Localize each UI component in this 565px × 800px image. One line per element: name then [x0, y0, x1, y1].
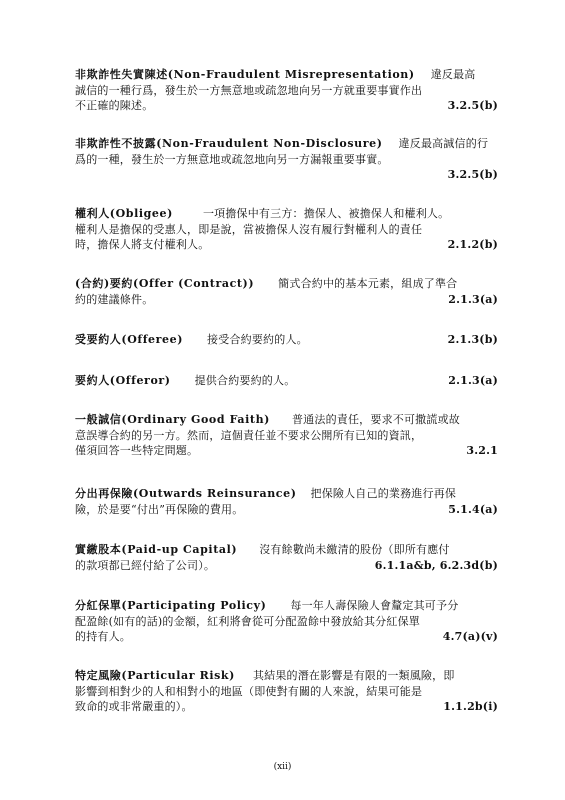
entry-reference: 6.1.1a&b, 6.2.3d(b): [374, 558, 498, 572]
entry-definition-line: 的持有人。: [75, 630, 131, 643]
glossary-entry-non-fraudulent-misrepresentation: [75, 67, 498, 114]
glossary-entry-non-fraudulent-non-disclosure: [75, 136, 498, 183]
entry-definition-line: 其結果的潛在影響是有限的一類風險，即: [252, 669, 455, 682]
entry-definition-line: 僅須回答一些特定問題。: [75, 444, 199, 457]
entry-definition-line: 時，擔保人將支付權利人。: [75, 238, 210, 251]
entry-definition-line: 險，於是要“付出”再保險的費用。: [75, 502, 244, 516]
entry-definition-line: 提供合約要約的人。: [194, 374, 296, 387]
entry-definition-line: 致命的或非常嚴重的）。: [75, 700, 193, 713]
entry-definition-line: 約的建議條件。: [75, 292, 154, 306]
glossary-entry-offeree: [75, 332, 498, 348]
entry-definition-line: 普通法的責任，要求不可撒謊或故: [291, 413, 460, 426]
entry-definition-line: 影響到相對少的人和相對小的地區（即使對有關的人來說，結果可能是: [75, 684, 423, 698]
entry-term: 非欺詐性不披露(Non-Fraudulent Non-Disclosure): [75, 137, 383, 150]
entry-term: 分出再保險(Outwards Reinsurance): [75, 487, 297, 500]
glossary-entry-particular-risk: [75, 668, 498, 715]
glossary-entry-outwards-reinsurance: [75, 486, 498, 517]
entry-term: 要約人(Offeror): [75, 374, 171, 387]
entry-definition-line: 每一年人壽保險人會釐定其可予分: [290, 599, 459, 612]
entry-reference: 5.1.4(a): [448, 502, 498, 516]
entry-definition-line: 違反最高: [430, 68, 476, 81]
glossary-entry-obligee: [75, 206, 498, 253]
entry-definition-line: 配盈餘(如有的話)的金額，紅利將會從可分配盈餘中發放給其分紅保單: [75, 614, 420, 628]
page-number: (xii): [273, 762, 292, 772]
entry-definition-line: 意誤導合約的另一方。然而，這個責任並不要求公開所有已知的資訊，: [75, 428, 423, 442]
entry-term: 分紅保單(Participating Policy): [75, 599, 267, 612]
entry-reference: 2.1.3(a): [448, 292, 498, 306]
glossary-entry-paid-up-capital: [75, 542, 498, 573]
entry-reference: 2.1.3(a): [448, 374, 498, 387]
entry-definition-line: 違反最高誠信的行: [398, 137, 489, 150]
entry-term: (合約)要約(Offer (Contract)): [75, 277, 255, 290]
entry-term: 特定風險(Particular Risk): [75, 669, 235, 682]
entry-reference: 3.2.5(b): [447, 168, 498, 181]
entry-definition-line: 沒有餘數尚未繳清的股份（即所有應付: [259, 543, 450, 556]
entry-reference: 4.7(a)(v): [442, 630, 498, 643]
entry-definition-line: 把保險人自己的業務進行再保: [310, 487, 457, 500]
entry-definition-line: 誠信的一種行爲，發生於一方無意地或疏忽地向另一方就重要事實作出: [75, 83, 423, 97]
entry-definition-line: 接受合約要約的人。: [207, 333, 308, 346]
entry-definition-line: 權利人是擔保的受惠人，即是說，當被擔保人沒有履行對權利人的責任: [75, 222, 423, 236]
glossary-entry-ordinary-good-faith: [75, 412, 498, 459]
entry-term: 受要約人(Offeree): [75, 333, 184, 346]
entry-definition-line: 爲的一種，發生於一方無意地或疏忽地向另一方漏報重要事實。: [75, 152, 389, 166]
entry-definition-line: 的款項都已經付給了公司）。: [75, 558, 216, 572]
entry-term: 權利人(Obligee): [75, 207, 173, 220]
entry-definition-line: 不正確的陳述。: [75, 99, 154, 112]
entry-reference: 1.1.2b(i): [443, 700, 498, 713]
glossary-entry-offeror: [75, 373, 498, 389]
entry-definition-line: 簡式合約中的基本元素，組成了準合: [278, 277, 458, 290]
glossary-entry-participating-policy: [75, 598, 498, 645]
entry-term: 一般誠信(Ordinary Good Faith): [75, 413, 270, 426]
entry-term: 實繳股本(Paid-up Capital): [75, 543, 238, 556]
entry-definition-line: 一項擔保中有三方：擔保人、被擔保人和權利人。: [202, 207, 450, 220]
glossary-entry-offer-contract: [75, 276, 498, 307]
entry-term: 非欺詐性失實陳述(Non-Fraudulent Misrepresentation): [75, 68, 415, 81]
entry-reference: 2.1.2(b): [447, 238, 498, 251]
entry-reference: 2.1.3(b): [447, 333, 498, 346]
entry-reference: 3.2.5(b): [447, 99, 498, 112]
entry-reference: 3.2.1: [466, 444, 498, 457]
